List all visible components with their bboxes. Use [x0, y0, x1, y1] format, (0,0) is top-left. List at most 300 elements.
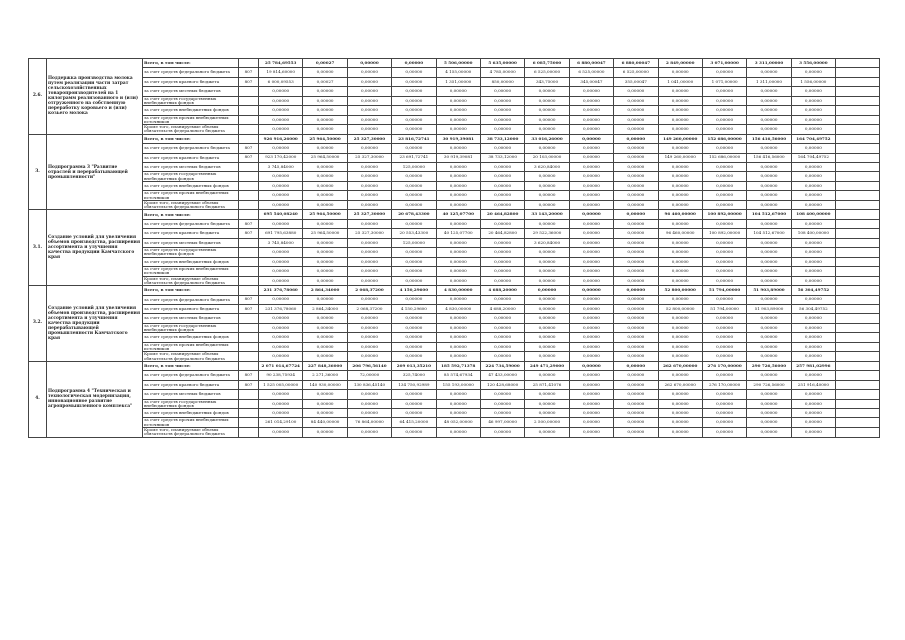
- amount-cell: 0,00000: [480, 115, 524, 125]
- amount-cell: 0,00000: [658, 371, 702, 380]
- amount-cell: [836, 399, 880, 409]
- amount-cell: 0,00000: [658, 333, 702, 342]
- amount-cell: 0,00000: [614, 106, 658, 115]
- amount-cell: 0,00000: [747, 162, 791, 171]
- amount-cell: 0,00027: [303, 59, 347, 68]
- amount-cell: 4 155,00000: [436, 68, 480, 77]
- table-row: [29, 162, 880, 171]
- amount-cell: [836, 191, 880, 201]
- amount-cell: 185 592,71378: [436, 361, 480, 370]
- amount-cell: 0,00000: [791, 125, 835, 135]
- section-title: Подпрограмма 3 "Развитие отраслей и перерабатывающей промышленности": [47, 134, 143, 210]
- amount-cell: 0,00000: [347, 248, 391, 258]
- section-title: Создание условий для увеличения объемов производства, расширения ассортимента и улучшения качества продукции перерабатывающей промышленности Камчатского края: [47, 286, 143, 362]
- amount-cell: 1 351,00000: [436, 77, 480, 86]
- amount-cell: 0,00000: [569, 295, 613, 304]
- amount-cell: 0,00000: [303, 276, 347, 286]
- budget-code: [239, 409, 259, 418]
- amount-cell: 0,00000: [480, 162, 524, 171]
- amount-cell: 0,00000: [702, 371, 746, 380]
- budget-code: [239, 162, 259, 171]
- amount-cell: 0,00000: [525, 276, 569, 286]
- amount-cell: 0,00000: [525, 87, 569, 96]
- amount-cell: 25 871,41076: [525, 380, 569, 389]
- amount-cell: 0,00000: [614, 87, 658, 96]
- amount-cell: 0,00000: [747, 295, 791, 304]
- budget-code: [239, 342, 259, 352]
- table-row: [29, 323, 880, 333]
- funding-source-label: за счет средств местных бюджетов: [143, 238, 239, 247]
- table-row: [29, 144, 880, 153]
- amount-cell: [836, 200, 880, 210]
- amount-cell: 0,00000: [614, 191, 658, 201]
- amount-cell: 0,00000: [480, 219, 524, 228]
- amount-cell: 0,00000: [436, 96, 480, 106]
- amount-cell: 0,00000: [747, 200, 791, 210]
- amount-cell: 33 016,26000: [525, 134, 569, 143]
- amount-cell: [836, 267, 880, 277]
- funding-source-label: за счет средств внебюджетных фондов: [143, 333, 239, 342]
- amount-cell: 120 428,68000: [480, 380, 524, 389]
- amount-cell: [836, 106, 880, 115]
- amount-cell: 6 000,09553: [259, 77, 303, 86]
- amount-cell: 0,00000: [569, 428, 613, 438]
- amount-cell: 0,00000: [791, 333, 835, 342]
- table-row: [29, 172, 880, 182]
- amount-cell: 926 916,26000: [259, 134, 303, 143]
- table-row: [29, 153, 880, 162]
- amount-cell: 38 733,12000: [480, 153, 524, 162]
- amount-cell: 224 734,59000: [480, 361, 524, 370]
- funding-source-label: за счет средств местных бюджетов: [143, 390, 239, 399]
- amount-cell: 0,00000: [569, 286, 613, 295]
- amount-cell: 0,00000: [525, 144, 569, 153]
- amount-cell: 0,00000: [480, 200, 524, 210]
- amount-cell: 276 170,00000: [702, 380, 746, 389]
- amount-cell: 48 052,00000: [436, 418, 480, 428]
- amount-cell: 40 125,07700: [436, 229, 480, 238]
- amount-cell: 0,00000: [747, 238, 791, 247]
- funding-source-label: Всего, в том числе:: [143, 134, 239, 143]
- amount-cell: 0,00000: [658, 238, 702, 247]
- amount-cell: 0,00000: [392, 191, 436, 201]
- amount-cell: 0,00000: [569, 181, 613, 190]
- amount-cell: 0,00000: [614, 238, 658, 247]
- amount-cell: 0,00000: [480, 96, 524, 106]
- table-row: [29, 181, 880, 190]
- amount-cell: 0,00000: [614, 134, 658, 143]
- amount-cell: 0,00000: [791, 191, 835, 201]
- amount-cell: 20 553,43300: [392, 229, 436, 238]
- amount-cell: 0,00000: [480, 342, 524, 352]
- amount-cell: 0,00000: [791, 418, 835, 428]
- amount-cell: 0,00000: [259, 352, 303, 362]
- funding-source-label: за счет средств краевого бюджета: [143, 304, 239, 313]
- amount-cell: 0,00000: [525, 191, 569, 201]
- table-row: [29, 96, 880, 106]
- budget-code: 807: [239, 77, 259, 86]
- amount-cell: 0,00000: [614, 399, 658, 409]
- amount-cell: 0,00000: [436, 106, 480, 115]
- amount-cell: 0,00000: [347, 295, 391, 304]
- table-row: [29, 371, 880, 380]
- amount-cell: 0,00000: [347, 87, 391, 96]
- funding-source-label: Кроме того, планируемые объемы обязательств федерального бюджета: [143, 276, 239, 286]
- amount-cell: 0,00000: [303, 267, 347, 277]
- amount-cell: 0,00000: [614, 371, 658, 380]
- amount-cell: 0,00000: [569, 144, 613, 153]
- amount-cell: 20 678,43300: [392, 210, 436, 219]
- amount-cell: 0,00000: [702, 399, 746, 409]
- amount-cell: 0,00000: [436, 238, 480, 247]
- amount-cell: 38 733,12000: [480, 134, 524, 143]
- section-title: Создание условий для увеличения объемов производства, расширения ассортимента и улучшения качества продукции Камчатского края: [47, 210, 143, 286]
- amount-cell: 0,00000: [614, 162, 658, 171]
- budget-code: [239, 352, 259, 362]
- amount-cell: 0,00000: [702, 172, 746, 182]
- amount-cell: 923 170,42000: [259, 153, 303, 162]
- table-row: [29, 380, 880, 389]
- amount-cell: 0,00000: [658, 428, 702, 438]
- budget-code: [239, 361, 259, 370]
- funding-source-label: за счет средств местных бюджетов: [143, 87, 239, 96]
- amount-cell: 52 800,00000: [658, 286, 702, 295]
- amount-cell: 0,00000: [347, 428, 391, 438]
- amount-cell: 23 691,72741: [392, 153, 436, 162]
- amount-cell: 0,00000: [747, 428, 791, 438]
- amount-cell: 0,00000: [480, 333, 524, 342]
- amount-cell: [836, 238, 880, 247]
- funding-source-label: Кроме того, планируемые объемы обязательств федерального бюджета: [143, 428, 239, 438]
- budget-code: [239, 115, 259, 125]
- amount-cell: 0,00000: [525, 428, 569, 438]
- amount-cell: 156 416,56000: [747, 134, 791, 143]
- amount-cell: 1 071,00000: [702, 77, 746, 86]
- amount-cell: 0,00000: [525, 257, 569, 266]
- budget-code: [239, 418, 259, 428]
- amount-cell: 0,00000: [791, 106, 835, 115]
- amount-cell: 0,00000: [702, 428, 746, 438]
- funding-source-label: за счет средств краевого бюджета: [143, 229, 239, 238]
- table-row: [29, 257, 880, 266]
- amount-cell: 0,00000: [347, 200, 391, 210]
- amount-cell: 0,00000: [614, 257, 658, 266]
- amount-cell: 0,00000: [791, 181, 835, 190]
- amount-cell: 251 916,40000: [791, 380, 835, 389]
- funding-source-label: за счет средств краевого бюджета: [143, 380, 239, 389]
- amount-cell: 0,00000: [614, 267, 658, 277]
- amount-cell: 134 750,92989: [392, 380, 436, 389]
- amount-cell: 0,00000: [303, 238, 347, 247]
- amount-cell: 0,00000: [303, 125, 347, 135]
- amount-cell: 29 522,36000: [525, 229, 569, 238]
- table-row: [29, 134, 880, 143]
- amount-cell: 1 556,00000: [791, 77, 835, 86]
- amount-cell: 0,00000: [480, 323, 524, 333]
- amount-cell: 0,00000: [347, 314, 391, 323]
- amount-cell: 290 726,56000: [747, 361, 791, 370]
- amount-cell: 0,00000: [347, 219, 391, 228]
- amount-cell: 25 327,30000: [347, 210, 391, 219]
- amount-cell: 149 260,00000: [658, 153, 702, 162]
- amount-cell: 0,00000: [347, 342, 391, 352]
- amount-cell: 0,00000: [614, 390, 658, 399]
- amount-cell: [836, 314, 880, 323]
- amount-cell: 0,00000: [569, 210, 613, 219]
- amount-cell: 0,00000: [614, 304, 658, 313]
- amount-cell: 0,00000: [747, 418, 791, 428]
- amount-cell: 0,00000: [392, 342, 436, 352]
- budget-code: [239, 399, 259, 409]
- amount-cell: 0,00000: [614, 125, 658, 135]
- amount-cell: 0,00000: [658, 200, 702, 210]
- section-index: 2.6.: [29, 59, 47, 135]
- amount-cell: 0,00000: [347, 68, 391, 77]
- amount-cell: 4 785,00000: [480, 68, 524, 77]
- amount-cell: 152 686,00000: [702, 134, 746, 143]
- table-row: [29, 399, 880, 409]
- amount-cell: 0,00000: [747, 106, 791, 115]
- amount-cell: [836, 96, 880, 106]
- budget-code: 807: [239, 219, 259, 228]
- amount-cell: 691 795,63880: [259, 229, 303, 238]
- amount-cell: 2 849,00000: [658, 59, 702, 68]
- amount-cell: 0,00000: [436, 162, 480, 171]
- amount-cell: 0,00000: [436, 314, 480, 323]
- amount-cell: 0,00000: [303, 172, 347, 182]
- amount-cell: 0,00000: [392, 68, 436, 77]
- amount-cell: 0,00000: [303, 323, 347, 333]
- amount-cell: 0,00000: [569, 267, 613, 277]
- amount-cell: 249 471,29000: [525, 361, 569, 370]
- funding-source-label: за счет средств внебюджетных фондов: [143, 409, 239, 418]
- amount-cell: 2 500,00000: [525, 418, 569, 428]
- budget-code: 807: [239, 144, 259, 153]
- amount-cell: 4 150,29600: [392, 286, 436, 295]
- amount-cell: 0,00000: [702, 323, 746, 333]
- amount-cell: 0,00000: [658, 352, 702, 362]
- table-row: [29, 428, 880, 438]
- table-row: [29, 229, 880, 238]
- amount-cell: [836, 77, 880, 86]
- amount-cell: 0,00000: [614, 333, 658, 342]
- amount-cell: 0,00000: [747, 96, 791, 106]
- amount-cell: 0,00000: [392, 248, 436, 258]
- amount-cell: 0,00000: [791, 248, 835, 258]
- amount-cell: 164 704,49752: [791, 153, 835, 162]
- amount-cell: 0,00000: [303, 248, 347, 258]
- amount-cell: 0,00000: [614, 248, 658, 258]
- amount-cell: 0,00000: [525, 399, 569, 409]
- amount-cell: 0,00000: [480, 295, 524, 304]
- amount-cell: 0,00000: [614, 361, 658, 370]
- amount-cell: 90 238,75934: [259, 371, 303, 380]
- amount-cell: 0,00000: [392, 144, 436, 153]
- amount-cell: 0,00000: [614, 172, 658, 182]
- amount-cell: 0,00000: [747, 68, 791, 77]
- amount-cell: 0,00000: [259, 276, 303, 286]
- amount-cell: 0,00000: [525, 333, 569, 342]
- amount-cell: [836, 304, 880, 313]
- amount-cell: [836, 352, 880, 362]
- amount-cell: 0,00000: [436, 276, 480, 286]
- amount-cell: 0,00000: [525, 248, 569, 258]
- table-row: [29, 115, 880, 125]
- amount-cell: 46 997,00000: [480, 418, 524, 428]
- funding-source-label: за счет средств государственных внебюджетных фондов: [143, 96, 239, 106]
- amount-cell: 0,00000: [747, 323, 791, 333]
- section-index: 3.: [29, 134, 47, 210]
- amount-cell: 125,00000: [392, 238, 436, 247]
- amount-cell: 0,00000: [347, 144, 391, 153]
- table-row: [29, 352, 880, 362]
- amount-cell: 0,00000: [347, 333, 391, 342]
- amount-cell: 25 327,30000: [347, 229, 391, 238]
- amount-cell: 0,00000: [480, 428, 524, 438]
- amount-cell: 0,00000: [436, 172, 480, 182]
- amount-cell: 0,00000: [791, 371, 835, 380]
- amount-cell: 0,00000: [525, 286, 569, 295]
- amount-cell: 0,00000: [259, 172, 303, 182]
- amount-cell: 0,00000: [259, 323, 303, 333]
- amount-cell: 0,00000: [702, 276, 746, 286]
- amount-cell: 0,00000: [747, 314, 791, 323]
- amount-cell: 0,00000: [259, 428, 303, 438]
- amount-cell: 108 400,00000: [791, 229, 835, 238]
- table-row: [29, 342, 880, 352]
- budget-code: [239, 87, 259, 96]
- amount-cell: 4 830,00000: [436, 286, 480, 295]
- amount-cell: 0,00000: [614, 144, 658, 153]
- amount-cell: 0,00000: [791, 352, 835, 362]
- amount-cell: 0,00000: [614, 115, 658, 125]
- amount-cell: 0,00000: [436, 428, 480, 438]
- amount-cell: 0,00000: [569, 352, 613, 362]
- amount-cell: 0,00000: [436, 267, 480, 277]
- budget-code: [239, 96, 259, 106]
- amount-cell: 30 919,39081: [436, 134, 480, 143]
- amount-cell: 25 964,50000: [303, 229, 347, 238]
- amount-cell: 0,00000: [480, 172, 524, 182]
- amount-cell: 140 930,00000: [303, 380, 347, 389]
- funding-source-label: за счет средств государственных внебюджетных фондов: [143, 248, 239, 258]
- funding-source-label: за счет средств местных бюджетов: [143, 314, 239, 323]
- amount-cell: 0,00000: [525, 314, 569, 323]
- amount-cell: 0,00000: [392, 125, 436, 135]
- amount-cell: 0,00000: [436, 390, 480, 399]
- table-row: [29, 219, 880, 228]
- amount-cell: 0,00000: [614, 219, 658, 228]
- amount-cell: 0,00000: [347, 172, 391, 182]
- amount-cell: 0,00000: [436, 342, 480, 352]
- budget-code: [239, 267, 259, 277]
- amount-cell: 0,00000: [259, 191, 303, 201]
- amount-cell: 149 260,00000: [658, 134, 702, 143]
- amount-cell: 0,00000: [259, 106, 303, 115]
- amount-cell: 0,00000: [702, 257, 746, 266]
- amount-cell: [836, 371, 880, 380]
- amount-cell: 0,00000: [702, 144, 746, 153]
- funding-source-label: за счет средств прочих внебюджетных источников: [143, 115, 239, 125]
- amount-cell: 0,00000: [614, 229, 658, 238]
- amount-cell: 0,00000: [658, 342, 702, 352]
- amount-cell: 0,00000: [259, 125, 303, 135]
- amount-cell: 0,00000: [480, 399, 524, 409]
- amount-cell: 76 864,00000: [347, 418, 391, 428]
- amount-cell: 3 311,00000: [747, 59, 791, 68]
- budget-code: [239, 172, 259, 182]
- amount-cell: 0,00000: [614, 286, 658, 295]
- amount-cell: 0,00000: [658, 87, 702, 96]
- amount-cell: 0,00000: [303, 106, 347, 115]
- amount-cell: 0,00000: [658, 314, 702, 323]
- amount-cell: 5 635,00000: [480, 59, 524, 68]
- budget-code: [239, 200, 259, 210]
- amount-cell: 0,00000: [436, 399, 480, 409]
- amount-cell: 0,00000: [480, 248, 524, 258]
- amount-cell: 6 525,00000: [614, 68, 658, 77]
- amount-cell: 0,00000: [303, 96, 347, 106]
- amount-cell: 0,00000: [436, 191, 480, 201]
- amount-cell: 3 745,84000: [259, 162, 303, 171]
- amount-cell: 0,00000: [569, 125, 613, 135]
- amount-cell: 4 830,00000: [436, 304, 480, 313]
- amount-cell: 0,00000: [702, 342, 746, 352]
- amount-cell: 0,00000: [347, 162, 391, 171]
- table-row: [29, 304, 880, 313]
- amount-cell: 0,00000: [259, 409, 303, 418]
- budget-code: 807: [239, 371, 259, 380]
- funding-source-label: за счет средств краевого бюджета: [143, 77, 239, 86]
- amount-cell: 0,00000: [791, 68, 835, 77]
- amount-cell: 0,00000: [525, 172, 569, 182]
- amount-cell: 0,00000: [259, 295, 303, 304]
- amount-cell: 96 460,00000: [658, 229, 702, 238]
- amount-cell: 0,00000: [569, 172, 613, 182]
- amount-cell: 0,00000: [791, 200, 835, 210]
- amount-cell: 0,00000: [259, 342, 303, 352]
- amount-cell: 0,00000: [259, 144, 303, 153]
- amount-cell: 20 103,00000: [525, 153, 569, 162]
- amount-cell: 0,00000: [702, 96, 746, 106]
- amount-cell: 0,00000: [702, 87, 746, 96]
- amount-cell: 0,00000: [702, 191, 746, 201]
- amount-cell: 0,00000: [702, 181, 746, 190]
- amount-cell: 0,00000: [702, 409, 746, 418]
- budget-code: [239, 257, 259, 266]
- amount-cell: 290 726,56000: [747, 380, 791, 389]
- amount-cell: 0,00000: [392, 333, 436, 342]
- budget-table-sheet: [28, 58, 880, 618]
- funding-source-label: за счет средств государственных внебюджетных фондов: [143, 399, 239, 409]
- amount-cell: 4 688,20000: [480, 286, 524, 295]
- funding-source-label: за счет средств прочих внебюджетных источников: [143, 267, 239, 277]
- amount-cell: 0,00000: [658, 399, 702, 409]
- amount-cell: 0,00000: [791, 144, 835, 153]
- amount-cell: 0,00000: [480, 238, 524, 247]
- amount-cell: 0,00000: [658, 162, 702, 171]
- amount-cell: [836, 229, 880, 238]
- amount-cell: 0,00000: [614, 276, 658, 286]
- amount-cell: 0,00000: [747, 172, 791, 182]
- amount-cell: 0,00000: [392, 59, 436, 68]
- amount-cell: 0,00000: [569, 380, 613, 389]
- amount-cell: 0,00000: [569, 219, 613, 228]
- amount-cell: 0,00000: [392, 276, 436, 286]
- amount-cell: 0,00000: [702, 162, 746, 171]
- amount-cell: 0,00000: [614, 210, 658, 219]
- amount-cell: 0,00000: [259, 257, 303, 266]
